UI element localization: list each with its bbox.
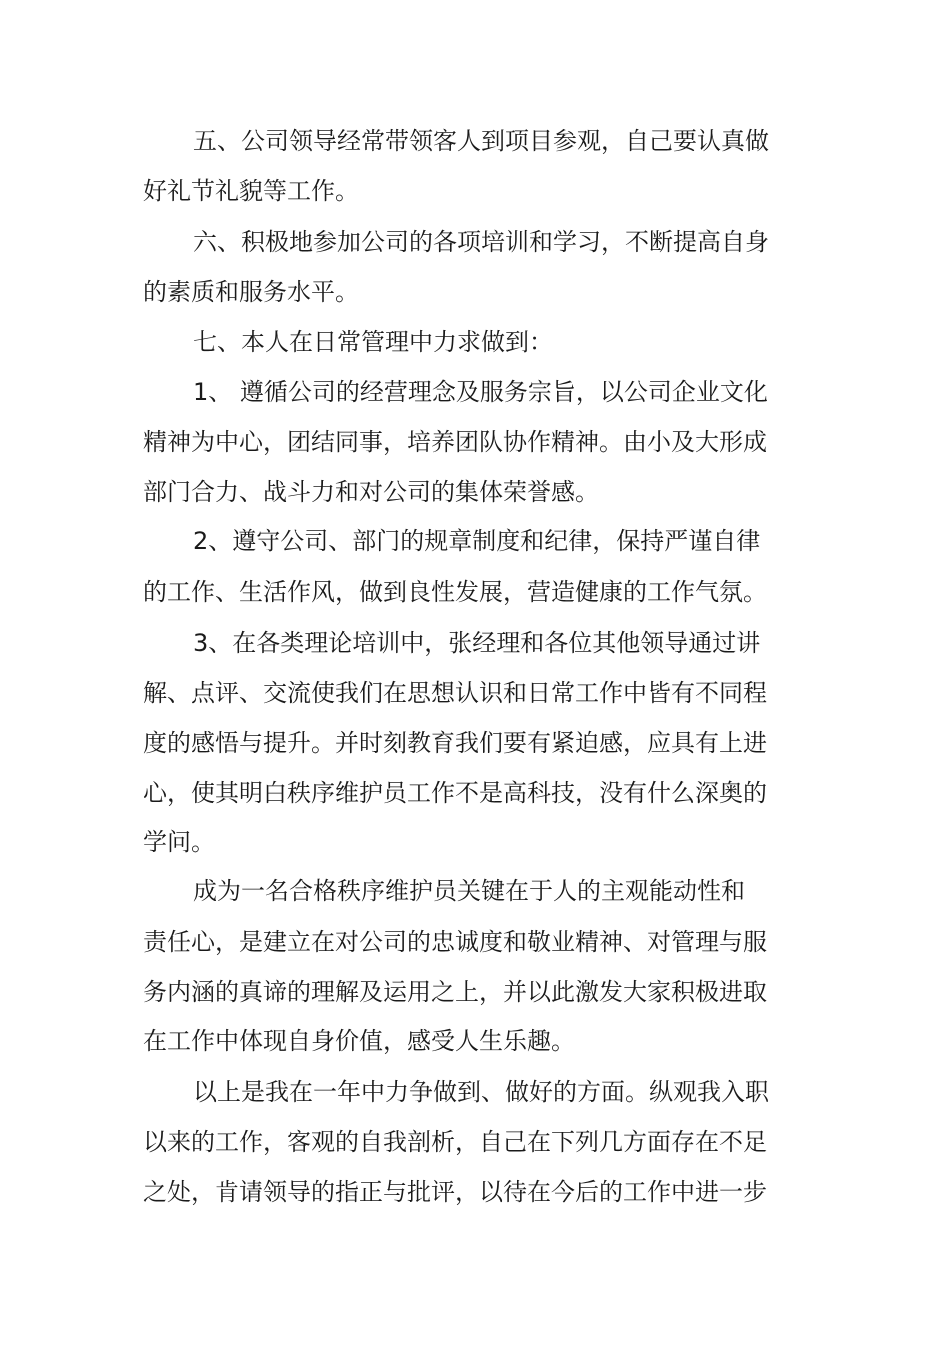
paragraph-6-line-2: 的素质和服务水平。 bbox=[143, 278, 359, 306]
item-1-line-3: 部门合力、战斗力和对公司的集体荣誉感。 bbox=[143, 478, 599, 506]
paragraph-5-line-1: 五、公司领导经常带领客人到项目参观，自己要认真做 bbox=[193, 127, 769, 155]
item-3-line-2: 解、点评、交流使我们在思想认识和日常工作中皆有不同程 bbox=[143, 679, 767, 707]
paragraph-7-heading: 七、本人在日常管理中力求做到： bbox=[193, 328, 553, 356]
item-3-line-1: 3、在各类理论培训中，张经理和各位其他领导通过讲 bbox=[193, 629, 761, 657]
item-1-line-1: 1、 遵循公司的经营理念及服务宗旨，以公司企业文化 bbox=[193, 378, 768, 406]
paragraph-5-line-2: 好礼节礼貌等工作。 bbox=[143, 177, 359, 205]
paragraph-6-line-1: 六、积极地参加公司的各项培训和学习，不断提高自身 bbox=[193, 228, 769, 256]
paragraph-summary-line-3: 之处，肯请领导的指正与批评，以待在今后的工作中进一步 bbox=[143, 1178, 767, 1206]
paragraph-summary-line-2: 以来的工作，客观的自我剖析，自己在下列几方面存在不足 bbox=[143, 1128, 767, 1156]
item-3-line-5: 学问。 bbox=[143, 828, 215, 856]
paragraph-qualified-line-2: 责任心，是建立在对公司的忠诚度和敬业精神、对管理与服 bbox=[143, 928, 767, 956]
paragraph-qualified-line-4: 在工作中体现自身价值，感受人生乐趣。 bbox=[143, 1027, 575, 1055]
paragraph-qualified-line-1: 成为一名合格秩序维护员关键在于人的主观能动性和 bbox=[193, 877, 745, 905]
paragraph-qualified-line-3: 务内涵的真谛的理解及运用之上，并以此激发大家积极进取 bbox=[143, 978, 767, 1006]
item-1-line-2: 精神为中心，团结同事，培养团队协作精神。由小及大形成 bbox=[143, 428, 767, 456]
item-3-line-4: 心，使其明白秩序维护员工作不是高科技，没有什么深奥的 bbox=[143, 779, 767, 807]
paragraph-summary-line-1: 以上是我在一年中力争做到、做好的方面。纵观我入职 bbox=[193, 1078, 769, 1106]
item-2-line-2: 的工作、生活作风，做到良性发展，营造健康的工作气氛。 bbox=[143, 578, 767, 606]
item-3-line-3: 度的感悟与提升。并时刻教育我们要有紧迫感，应具有上进 bbox=[143, 729, 767, 757]
item-2-line-1: 2、遵守公司、部门的规章制度和纪律，保持严谨自律 bbox=[193, 527, 761, 555]
